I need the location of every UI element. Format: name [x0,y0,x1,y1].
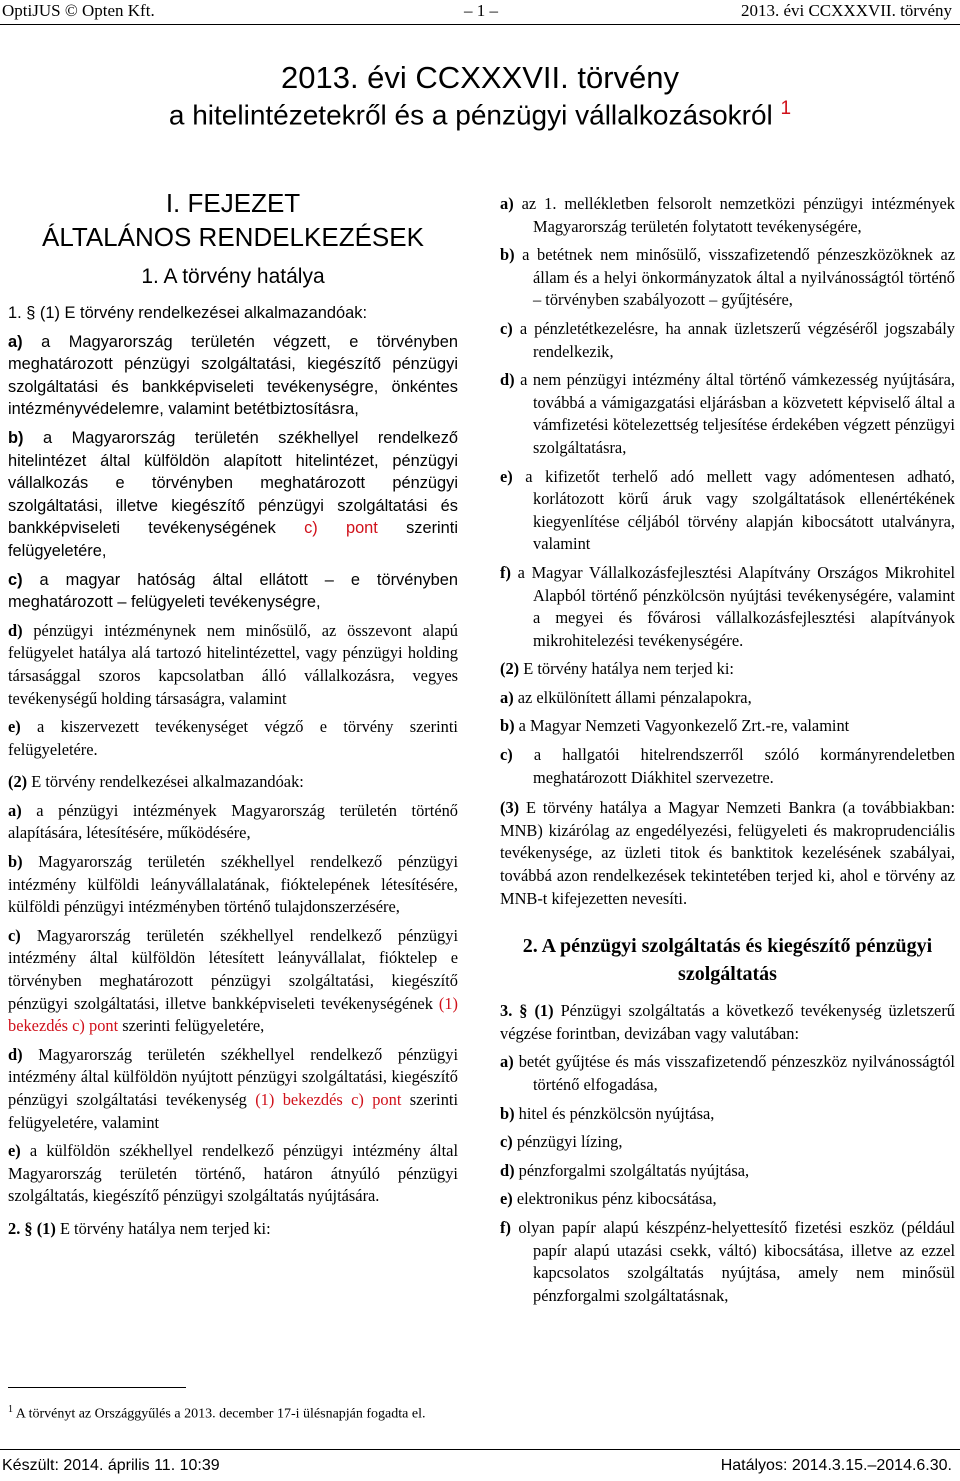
list-item [500,1051,955,1096]
footnote [8,1404,425,1423]
right-column [500,193,955,1313]
item-label: b) [500,245,515,265]
item-text: a pénzletétkezelésre, ha annak üzletszerű végzéséről jogszabály rendelkezik, [512,318,955,361]
para-2-number: 2. [8,1218,21,1238]
cross-reference-link[interactable]: (1) bekezdés c) pont [255,1090,402,1109]
list-item [500,244,955,312]
list-item [500,1131,955,1154]
item-label: c) [500,318,513,338]
running-header [0,0,960,24]
item-text: a hallgatói hitelrendszerről szóló kormányrendeletben meghatározott Diákhitel szervezetre. [512,745,955,787]
footer-effective: Hatályos: 2014.3.15.–2014.6.30. [720,1457,952,1474]
item-text: hitel és pénzkölcsön nyújtása, [514,1103,715,1123]
header-law-title: 2013. évi CCXXXVII. törvény [740,1,952,20]
item-label: e) [500,1189,513,1209]
header-rule [0,24,960,25]
item-label: c) [500,1132,513,1152]
item-label: a) [500,1052,514,1072]
item-label: d) [500,1160,515,1180]
item-text: a magyar hatóság által ellátott – e törvényben meghatározott – felügyeleti tevékenységre, [8,570,458,612]
para-sign: § [24,1218,33,1238]
item-label: b) [500,1103,515,1123]
item-text: pénzügyi intézménynek nem minősülő, az összevont alapú felügyelet hatálya alá tartozó hitelintézettel, vagy pénzügyi holding társasággal szoros kapcsolatban álló vállalkozásra, vegyes tevékenységű holding társaságra, valamint [8,620,458,708]
item-text: Magyarország területén székhellyel rendelkező pénzügyi intézmény külföldi leányvállalatának, fióktelepének létesítésére, külföldi pénzügyi intézményben történő tulajdonszerzésére, [8,852,458,917]
para-1-intro [8,302,458,325]
para-2-2-intro [500,658,955,681]
item-text: a Magyarország területén végzett, e törvényben meghatározott pénzügyi szolgáltatási, kiegészítő pénzügyi szolgáltatási és bankképviseleti tevékenységre, önkéntes intézményvédelemre, valamint betétbiztosításra, [8,332,458,419]
document-subtitle [0,98,960,131]
list-item [500,318,955,363]
para-2-intro [8,1218,458,1241]
list-item [8,800,458,845]
item-label: a) [8,332,23,351]
item-text: pénzforgalmi szolgáltatás nyújtása, [514,1160,750,1180]
cross-reference-link[interactable]: c) pont [304,519,378,538]
item-label: a) [8,800,22,820]
list-item [500,562,955,652]
footer-rule [0,1449,960,1450]
list-item [8,1140,458,1208]
list-item [500,193,955,238]
list-item [8,925,458,1038]
item-text: a kiszervezett tevékenységet végző e törvény szerinti felügyeletére. [8,717,458,759]
item-label: e) [8,717,21,737]
subsection-number: (1) [36,1218,56,1238]
item-text: pénzügyi lízing, [512,1132,623,1152]
footnote-text: A törvényt az Országgyűlés a 2013. december 17-i ülésnapján fogadta el. [13,1406,426,1422]
item-label: f) [500,1217,511,1237]
subsection-number: (2) [8,772,28,792]
item-label: e) [500,466,513,486]
para-3-intro [500,1000,955,1045]
list-item [500,1160,955,1183]
para-3-number: 3. [500,1001,513,1021]
item-label: d) [8,620,23,640]
section-1-title: 1. A törvény hatálya [141,265,325,288]
subsection-number: (2) [500,659,520,679]
item-text: az 1. mellékletben felsorolt nemzetközi pénzügyi intézmények Magyarország területén folytatott tevékenységére, [513,194,955,236]
header-publisher: OptiJUS © Opten Kft. [2,1,155,20]
para-3-1-text: Pénzügyi szolgáltatás a következő tevékenység üzletszerű végzése forintban, devizában vagy valutában: [500,1001,955,1043]
footnote-number: 1 [8,1404,13,1415]
item-text: a pénzügyi intézmények Magyarország területén történő alapítására, létesítésére, működésére, [8,800,458,843]
para-1-1-text: E törvény rendelkezései alkalmazandóak: [59,304,368,322]
item-label: d) [500,370,515,390]
item-text: szerinti felügyeletére, [8,519,458,560]
item-label: b) [8,428,24,447]
list-item [500,687,955,710]
footer-created: Készült: 2014. április 11. 10:39 [2,1457,220,1474]
para-2-3 [500,797,955,910]
para-2-1-text: E törvény hatálya nem terjed ki: [55,1218,271,1238]
list-item [8,716,458,761]
list-item [8,569,458,614]
item-label: b) [8,852,23,872]
para-sign: § [519,1001,528,1021]
para-2-3-text: E törvény hatálya a Magyar Nemzeti Bankra (a továbbiakban: MNB) kizárólag az engedélyezési, felügyeleti és makroprudenciális tevékenysége, az üzleti titok és banktitok kezelésének szabályai, továbbá azon rendelkezések tekintetében terjed ki, ahol e törvény az MNB-t kifejezetten nevesíti. [500,798,955,908]
chapter-name: ÁLTALÁNOS RENDELKEZÉSEK [42,222,424,252]
subsection-number: (1) [534,1001,554,1021]
list-item [500,1217,955,1307]
footnote-rule [8,1387,186,1388]
item-text: az elkülönített állami pénzalapokra, [513,687,752,707]
left-column [8,186,458,1247]
item-text: szerinti felügyeletére, valamint [8,1090,459,1132]
list-item [500,744,955,789]
item-label: c) [8,925,21,945]
item-label: c) [8,570,23,589]
subsection-number: (1) [39,304,60,322]
item-label: b) [500,716,515,736]
subsection-number: (3) [500,798,520,818]
item-text: a nem pénzügyi intézmény által történő vámkezesség nyújtására, továbbá a vámigazgatási eljárásban a közvetett képviselő által a vámfizetési kötelezettség teljesítése érdekében végzett pénzügyi szolgáltatásra, [514,370,955,457]
section-2-title: 2. A pénzügyi szolgáltatás és kiegészítő pénzügyi szolgáltatás [522,935,933,986]
para-sign: § [26,304,36,322]
item-text: elektronikus pénz kibocsátása, [512,1189,717,1209]
list-item [500,466,955,556]
item-text: a kifizetőt terhelő adó mellett vagy adómentesen adható, korlátozott körű áruk vagy szolgáltatások ellenértékének kiegyenlítése céljából törvény alapján kibocsátott utalványra, valamint [512,466,955,554]
list-item [8,1044,458,1134]
title-footnote-link[interactable]: 1 [780,98,792,119]
header-page-number: – 1 – [464,1,498,20]
document-title: 2013. évi CCXXXVII. törvény [280,60,680,95]
list-item [8,331,458,421]
list-item [8,620,458,710]
item-label: d) [8,1044,23,1064]
list-item [8,851,458,919]
item-label: c) [500,745,513,765]
list-item [500,715,955,738]
item-text: olyan papír alapú készpénz-helyettesítő fizetési eszköz (például papír alapú utazási csekk, váltó) kibocsátása, illetve az ezzel kapcsolatos szolgáltatás nyújtása, amely nem minősül pénzforgalmi szolgáltatásnak, [510,1217,955,1305]
list-item [500,369,955,459]
item-text: szerinti felügyeletére, [118,1016,265,1036]
para-1-number: 1. [8,304,22,322]
item-text: betét gyűjtése és más visszafizetendő pénzeszköz nyilvánosságtól történő elfogadása, [513,1052,955,1094]
item-label: a) [500,687,514,707]
list-item [500,1188,955,1211]
para-1-2-text: E törvény rendelkezései alkalmazandóak: [27,772,304,792]
item-text: a betétnek nem minősülő, visszafizetendő pénzeszközöknek az állam és a helyi önkormányzatok által a nyilvánosságtól történő – törvényben szabályozott – gyűjtésére, [514,245,955,310]
item-label: a) [500,194,514,213]
item-text: a Magyar Nemzeti Vagyonkezelő Zrt.-re, valamint [514,716,850,736]
list-item [8,427,458,563]
item-label: e) [8,1141,21,1161]
item-text: a Magyarország területén székhellyel rendelkező hitelintézet által külföldön alapított hitelintézet, pénzügyi vállalkozás e törvényben meghatározott pénzügyi szolgáltatási, illetve kiegészítő pénzügyi szolgáltatási és bankképviseleti tevékenységének [8,428,458,538]
item-label: f) [500,562,511,582]
cross-reference-link[interactable]: (1) bekezdés c) pont [8,993,458,1036]
para-1-2-intro [8,771,458,794]
document-subtitle-text: a hitelintézetekről és a pénzügyi vállalkozásokról [168,99,773,131]
item-text: Magyarország területén székhellyel rendelkező pénzügyi intézmény által külföldön nyújtott pénzügyi szolgáltatási, kiegészítő pénzügyi szolgáltatási tevékenység [8,1044,458,1109]
item-text: a külföldön székhellyel rendelkező pénzügyi intézmény által Magyarország területén történő, határon átnyúló pénzügyi szolgáltatás, kiegészítő pénzügyi szolgáltatás nyújtására. [8,1141,458,1206]
item-text: Magyarország területén székhellyel rendelkező pénzügyi intézmény által külföldön létesített leányvállalat, fióktelep e törvényben meghatározott pénzügyi szolgáltatási, kiegészítő pénzügyi szolgáltatási, illetve bankképviseleti tevékenységének [8,925,458,1013]
chapter-number: I. FEJEZET [165,188,301,218]
para-2-2-text: E törvény hatálya nem terjed ki: [519,659,734,679]
list-item [500,1103,955,1126]
item-text: a Magyar Vállalkozásfejlesztési Alapítvány Országos Mikrohitel Alapból történő pénzkölcsön nyújtási tevékenységére, valamint a megyei és fővárosi vállalkozásfejlesztési alapítványok mikrohitelezési tevékenységére. [510,562,955,650]
